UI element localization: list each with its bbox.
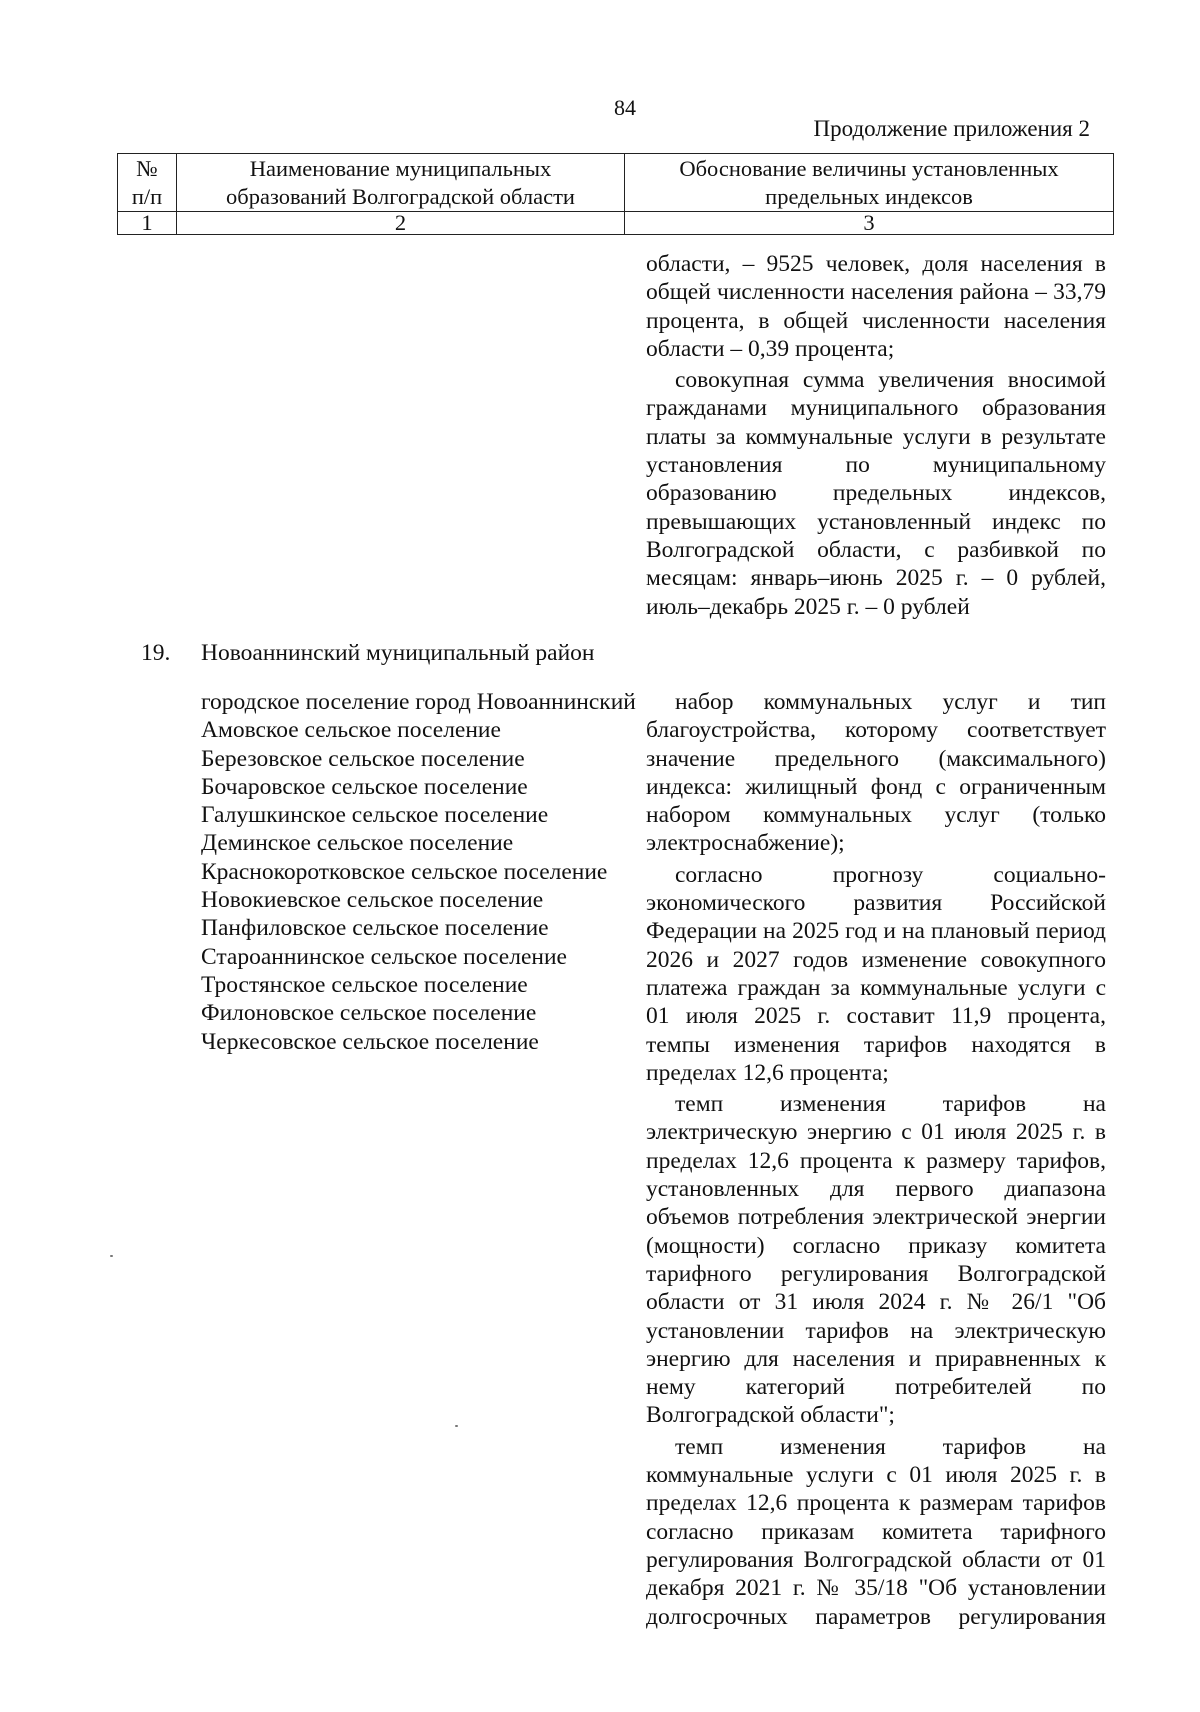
column-number-2: 2 bbox=[177, 212, 625, 235]
scan-speck bbox=[455, 1425, 458, 1427]
settlement-item: Староаннинское сельское поселение bbox=[201, 943, 567, 970]
settlement-item: Панфиловское сельское поселение bbox=[201, 915, 549, 942]
header-col-justification-line1: Обоснование величины установленных bbox=[679, 156, 1059, 181]
justification-paragraph: набор коммунальных услуг и тип благоустройства, которому соответствует значение предельного (максимального) индекса: жилищный фонд с ограниченным набором коммунальных услуг (только электроснабжение); bbox=[646, 689, 1106, 857]
settlement-list bbox=[201, 688, 641, 1056]
header-col-justification bbox=[625, 154, 1114, 212]
header-col-name bbox=[177, 154, 625, 212]
settlement-item: Бочаровское сельское поселение bbox=[201, 773, 528, 800]
row-number: 19. bbox=[141, 640, 171, 666]
header-col-name-line1: Наименование муниципальных bbox=[249, 156, 552, 181]
justification-paragraph: области, – 9525 человек, доля населения в общей численности населения района – 33,79 процента, в общей численности населения области – 0,39 процента; bbox=[646, 251, 1106, 362]
settlement-item: Краснокоротковское сельское поселение bbox=[201, 858, 608, 885]
settlement-item: Березовское сельское поселение bbox=[201, 745, 525, 772]
scan-speck bbox=[110, 1255, 113, 1257]
justification-paragraph: совокупная сумма увеличения вносимой гражданами муниципального образования платы за коммунальные услуги в результате установления по муниципальному образованию предельных индексов, превышающих установленный индекс по Волгоградской области, с разбивкой по месяцам: январь–июнь 2025 г. – 0 рублей, июль–декабрь 2025 г. – 0 рублей bbox=[646, 367, 1106, 620]
header-col-number-line2: п/п bbox=[131, 184, 163, 209]
district-name: Новоаннинский муниципальный район bbox=[201, 640, 595, 666]
column-number-3: 3 bbox=[625, 212, 1114, 235]
page-number: 84 bbox=[614, 95, 636, 120]
prev-entry-justification bbox=[646, 250, 1106, 624]
header-col-number-line1: № bbox=[136, 156, 158, 181]
justification-paragraph: темп изменения тарифов на электрическую энергию с 01 июля 2025 г. в пределах 12,6 процента к размеру тарифов, установленных для первого диапазона объемов потребления электрической энергии (мощности) согласно приказу комитета тарифного регулирования Волгоградской области от 31 июля 2024 г. № 26/1 "Об установлении тарифов на электрическую энергию для населения и приравненных к нему категорий потребителей по Волгоградской области"; bbox=[646, 1091, 1106, 1429]
settlement-item: Деминское сельское поселение bbox=[201, 830, 514, 857]
header-col-name-line2: образований Волгоградской области bbox=[226, 184, 575, 209]
justification-paragraph: согласно прогнозу социально-экономического развития Российской Федерации на 2025 год и на плановый период 2026 и 2027 годов изменение совокупного платежа граждан за коммунальные услуги с 01 июля 2025 г. составит 11,9 процента, темпы изменения тарифов находятся в пределах 12,6 процента; bbox=[646, 861, 1106, 1086]
settlement-item: Черкесовское сельское поселение bbox=[201, 1028, 539, 1055]
settlement-item: Галушкинское сельское поселение bbox=[201, 802, 549, 829]
header-col-justification-line2: предельных индексов bbox=[765, 184, 973, 209]
settlement-item: Амовское сельское поселение bbox=[201, 717, 501, 744]
appendix-continuation: Продолжение приложения 2 bbox=[813, 116, 1090, 141]
entry-justification bbox=[646, 688, 1106, 1634]
column-number-1: 1 bbox=[118, 212, 177, 235]
settlement-item: Филоновское сельское поселение bbox=[201, 1000, 537, 1027]
header-col-number bbox=[118, 154, 177, 212]
settlement-item: Новокиевское сельское поселение bbox=[201, 887, 544, 914]
settlement-item: городское поселение город Новоаннинский bbox=[201, 689, 636, 715]
table-header bbox=[117, 153, 1114, 235]
justification-paragraph: темп изменения тарифов на коммунальные услуги с 01 июля 2025 г. в пределах 12,6 процента к размерам тарифов согласно приказам комитета тарифного регулирования Волгоградской области от 01 декабря 2021 г. № 35/18 "Об установлении долгосрочных параметров регулирования bbox=[646, 1433, 1106, 1630]
settlement-item: Тростянское сельское поселение bbox=[201, 971, 528, 998]
